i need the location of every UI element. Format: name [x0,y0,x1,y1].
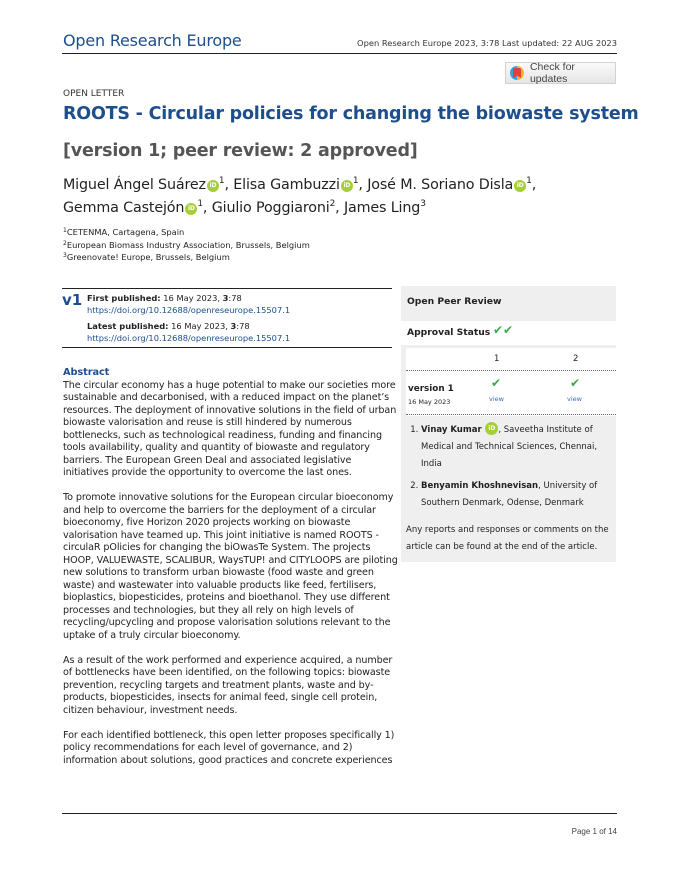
page-number: Page 1 of 14 [571,827,617,836]
author[interactable]: Gemma Castejón iD $^1$ [63,199,203,216]
author[interactable]: José M. Soriano Disla iD $^1$ [367,176,532,193]
orcid-icon[interactable]: iD [207,180,219,192]
version-badge: v1 [62,291,83,309]
footer-divider [62,813,617,814]
affiliation: $^2$European Biomass Industry Association, Brussels, Belgium [63,239,310,250]
approved-check-icon: ✔ [570,376,581,390]
publication-info [62,288,392,348]
approval-status-label: Approval Status [407,327,491,338]
reviewer-column-1: 1 [494,354,500,364]
review-note: Any reports and responses or comments on the article can be found at the end of the article. [406,525,609,552]
affiliations [63,226,310,264]
abstract-paragraph: For each identified bottleneck, this open letter proposes specifically 1) policy recommendations for each level of governance, and 2) information about solutions, good practices and concrete experiences [63,729,395,766]
table-divider [406,414,616,415]
latest-doi-link[interactable]: https://doi.org/10.12688/openreseurope.15507.1 [87,332,291,343]
abstract-paragraph: To promote innovative solutions for the European circular bioeconomy and help to overcome the barriers for the deployment of a circular bioeconomy, five Horizon 2020 projects working on biowaste valorisation have teamed up. This joint initiative is named ROOTS - circulaR pOlicies for changing the biOwasTe System. The projects HOOP, VALUEWASTE, SCALIBUR, WaysTUP! and CITYLOOPS are piloting new solutions to transform urban biowaste (food waste and green waste) and wastewater into valuable products like feed, fertilisers, bioplastics, biopesticides, proteins and bioethanol. They use different processes and technologies, but they all rely on high levels of recycling/upcycling and propose valorisation solutions relevant to the uptake of a truly circular bioeconomy. [63,492,398,641]
citation-info: Open Research Europe 2023, 3:78 Last updated: 22 AUG 2023 [357,38,617,48]
view-report-link-1[interactable]: view [489,395,504,403]
reviewer-item: 1. Vinay Kumar iD , Saveetha Institute of Medical and Technical Sciences, Chennai, India [421,422,612,473]
header-divider [62,53,617,54]
approved-check-icon: ✔ [491,376,502,390]
abstract-paragraph: As a result of the work performed and experience acquired, a number of bottlenecks have been identified, on the following topics: biowaste prevention, recycling targets and treatment plants, waste and by-products, biopesticides, insects for animal feed, single cell protein, citizen behaviour, investment needs. [63,654,393,716]
orcid-icon[interactable]: iD [514,180,526,192]
article-title: ROOTS - Circular policies for changing the biowaste system [63,104,639,124]
version-date: 16 May 2023 [408,398,451,406]
author[interactable]: Elisa Gambuzzi iD $^1$ [233,176,359,193]
author-list: Miguel Ángel Suárez iD $^1$, Elisa Gambuzzi iD $^1$, José M. Soriano Disla iD $^1$, Gemma Castejón iD $^1$, Giulio Poggiaroni$^2$, James Ling$^3$ [63,176,537,216]
publication-dates: First published: 16 May 2023, 3:78 https://doi.org/10.12688/openreseurope.15507.1 Latest published: 16 May 2023, 3:78 https://doi.org/10.12688/openreseurope.15507.1 [87,293,291,343]
journal-name: Open Research Europe [63,31,242,50]
version-status: [version 1; peer review: 2 approved] [63,141,418,161]
reviewer-item: 2. Benyamin Khoshnevisan, University of Southern Denmark, Odense, Denmark [421,478,612,512]
abstract-paragraph: The circular economy has a huge potential to make our societies more sustainable and decarbonised, with a reduced impact on the planet’s resources. The deployment of innovative solutions in the field of urban biowaste valorisation and reuse is still hindered by numerous bottlenecks, such as technological readiness, funding and financing tools availability, quality and quantity of biowaste and regulatory barriers. The European Green Deal and associated legislative initiatives provide the opportunity to overcome the last ones. [63,379,397,478]
crossmark-icon [510,66,524,80]
reviewer-list [407,422,612,517]
author[interactable]: Giulio Poggiaroni$^2$ [211,199,336,216]
view-report-link-2[interactable]: view [567,395,582,403]
version-label: version 1 [408,384,454,394]
peer-review-heading: Open Peer Review [407,296,502,307]
approval-status-row [401,321,616,345]
check-for-updates-label: Check for updates [529,61,575,85]
approved-check-icons: ✔✔ [493,323,514,337]
affiliation: $^3$Greenovate! Europe, Brussels, Belgium [63,252,230,262]
affiliation: $^1$CETENMA, Cartagena, Spain [63,227,185,237]
author[interactable]: Miguel Ángel Suárez iD $^1$ [63,176,225,193]
article-type: OPEN LETTER [63,89,125,99]
orcid-icon[interactable]: iD [341,180,353,192]
first-doi-link[interactable]: https://doi.org/10.12688/openreseurope.15507.1 [87,304,291,315]
author[interactable]: James Ling$^3$ [343,199,426,216]
review-table [406,348,616,416]
open-peer-review-panel [401,286,616,562]
abstract-section [63,367,398,780]
orcid-icon[interactable]: iD [485,422,498,435]
table-divider [406,370,616,371]
orcid-icon[interactable]: iD [185,203,197,215]
abstract-heading: Abstract [63,367,110,378]
reviewer-column-2: 2 [573,354,579,364]
check-for-updates-button[interactable] [505,62,616,84]
